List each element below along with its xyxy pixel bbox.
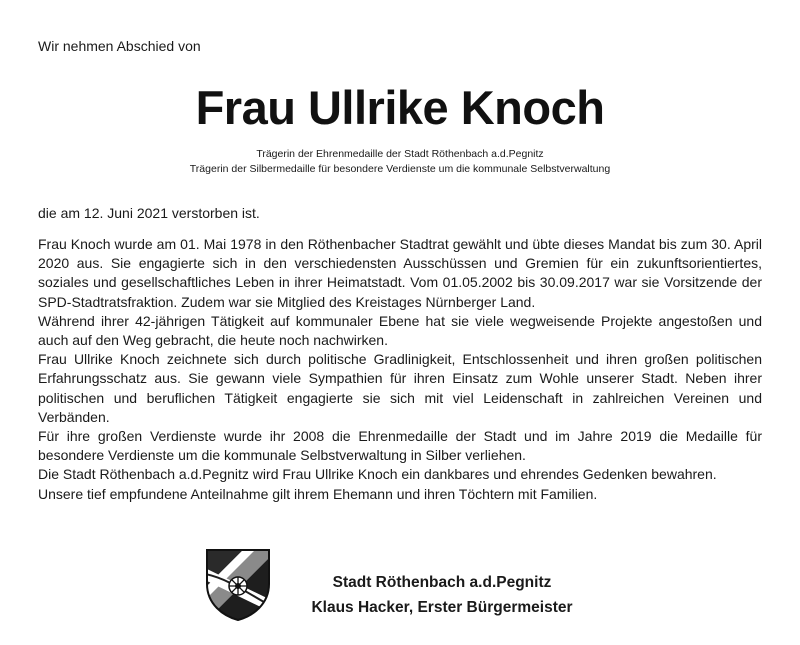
body-paragraph: Frau Ullrike Knoch zeichnete sich durch politische Gradlinigkeit, Entschlossenheit und ihren großen politischen Erfahrungsschatz aus. Sie gewann viele Sympathien für ihren Einsatz zum Wohle unserer Stadt. Neben ihrer politischen und beruflichen Tätigkeit engagierte sie sich mit viel Leidenschaft in zahlreichen Vereinen und Verbänden. — [38, 351, 762, 425]
date-line: die am 12. Juni 2021 verstorben ist. — [38, 205, 260, 221]
coat-of-arms-icon — [205, 548, 271, 622]
honors-block — [0, 147, 800, 177]
body-paragraph: Während ihrer 42-jährigen Tätigkeit auf kommunaler Ebene hat sie viele wegweisende Projekte angestoßen und auch auf den Weg gebracht, die heute noch nachwirken. — [38, 312, 762, 349]
signature-block — [282, 570, 602, 620]
signature-org: Stadt Röthenbach a.d.Pegnitz — [332, 574, 552, 591]
honor-line: Trägerin der Silbermedaille für besondere Verdienste um die kommunale Selbstverwaltung — [189, 163, 611, 175]
body-paragraph: Frau Knoch wurde am 01. Mai 1978 in den Röthenbacher Stadtrat gewählt und übte dieses Mandat bis zum 30. April 2020 aus. Sie engagierte sich in den verschiedensten Ausschüssen und Gremien für ein zukunftsorientiertes, soziales und gesellschaftliches Leben in ihrer Heimatstadt. Vom 01.05.2002 bis 30.09.2017 war sie Vorsitzende der SPD-Stadtratsfraktion. Zudem war sie Mitglied des Kreistages Nürnberger Land. — [38, 236, 762, 310]
body-paragraph: Unsere tief empfundene Anteilnahme gilt ihrem Ehemann und ihren Töchtern mit Familien. — [38, 485, 598, 502]
deceased-name: Frau Ullrike Knoch — [195, 81, 605, 134]
body-paragraph: Für ihre großen Verdienste wurde ihr 2008 die Ehrenmedaille der Stadt und im Jahre 2019 die Medaille für besondere Verdienste um die kommunale Selbstverwaltung in Silber verliehen. — [38, 428, 762, 464]
honor-line: Trägerin der Ehrenmedaille der Stadt Röthenbach a.d.Pegnitz — [256, 148, 544, 160]
signature-person: Klaus Hacker, Erster Bürgermeister — [311, 599, 573, 616]
body-text — [38, 235, 762, 504]
intro-line: Wir nehmen Abschied von — [38, 38, 201, 54]
body-paragraph: Die Stadt Röthenbach a.d.Pegnitz wird Frau Ullrike Knoch ein dankbares und ehrendes Gedenken bewahren. — [38, 466, 717, 483]
